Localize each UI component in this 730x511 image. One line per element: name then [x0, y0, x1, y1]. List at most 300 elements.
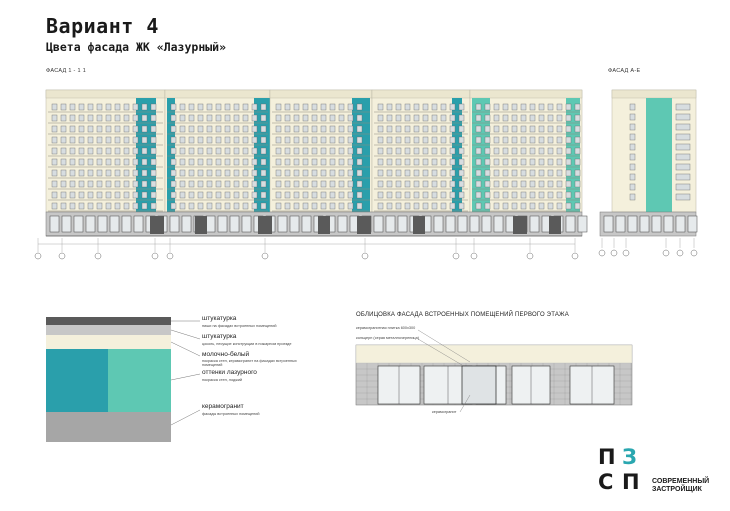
- window: [61, 126, 66, 132]
- page-title: Вариант 4: [46, 14, 159, 38]
- swatch-leader: [171, 410, 200, 425]
- window: [151, 159, 156, 165]
- axis-bubble: [527, 253, 533, 259]
- window: [521, 170, 526, 176]
- window: [61, 192, 66, 198]
- window: [106, 126, 111, 132]
- window: [151, 104, 156, 110]
- window: [52, 104, 57, 110]
- window: [321, 126, 326, 132]
- window: [207, 181, 212, 187]
- window: [396, 148, 401, 154]
- window: [539, 192, 544, 198]
- window: [405, 203, 410, 209]
- window: [378, 181, 383, 187]
- swatch-leader: [171, 374, 200, 380]
- side-window: [630, 184, 635, 190]
- entrance-portal: [195, 216, 207, 234]
- swatch-label-1: штукатурка: [202, 315, 237, 322]
- window: [539, 104, 544, 110]
- window: [189, 137, 194, 143]
- swatch-dark-grey: [46, 317, 171, 325]
- shop-window: [242, 216, 251, 232]
- window: [378, 192, 383, 198]
- window: [423, 203, 428, 209]
- window: [378, 148, 383, 154]
- swatch-leader: [171, 330, 200, 339]
- facade-side-label: ФАСАД А-Е: [608, 68, 641, 74]
- window: [330, 126, 335, 132]
- window: [171, 192, 176, 198]
- window: [459, 192, 464, 198]
- window: [312, 104, 317, 110]
- window: [396, 181, 401, 187]
- window: [476, 115, 481, 121]
- window: [450, 115, 455, 121]
- side-axis-bubble: [623, 250, 629, 256]
- window: [261, 159, 266, 165]
- window: [450, 137, 455, 143]
- window: [151, 115, 156, 121]
- window: [189, 170, 194, 176]
- window: [79, 203, 84, 209]
- window: [61, 115, 66, 121]
- window: [494, 181, 499, 187]
- window: [512, 181, 517, 187]
- window: [133, 148, 138, 154]
- window: [503, 126, 508, 132]
- window: [414, 148, 419, 154]
- swatch-azure-deep: [46, 349, 108, 412]
- window: [225, 170, 230, 176]
- side-balcony: [676, 164, 690, 170]
- entrance-portal: [318, 216, 330, 234]
- window: [512, 126, 517, 132]
- window: [312, 159, 317, 165]
- window: [285, 115, 290, 121]
- window: [348, 192, 353, 198]
- window: [575, 192, 580, 198]
- side-axis-bubble: [611, 250, 617, 256]
- side-balcony: [676, 194, 690, 200]
- window: [450, 192, 455, 198]
- window: [459, 203, 464, 209]
- window: [276, 137, 281, 143]
- window: [405, 159, 410, 165]
- window: [216, 203, 221, 209]
- window: [151, 192, 156, 198]
- window: [234, 203, 239, 209]
- window: [171, 203, 176, 209]
- window: [423, 159, 428, 165]
- window: [261, 126, 266, 132]
- window: [294, 203, 299, 209]
- side-window: [630, 194, 635, 200]
- window: [566, 159, 571, 165]
- window: [539, 170, 544, 176]
- window: [97, 126, 102, 132]
- shop-window: [374, 216, 383, 232]
- shop-window: [98, 216, 107, 232]
- window: [575, 104, 580, 110]
- window: [575, 126, 580, 132]
- window: [243, 115, 248, 121]
- window: [171, 148, 176, 154]
- window: [405, 192, 410, 198]
- window: [234, 126, 239, 132]
- window: [276, 126, 281, 132]
- window: [97, 203, 102, 209]
- window: [243, 126, 248, 132]
- side-axis-bubble: [677, 250, 683, 256]
- window: [321, 115, 326, 121]
- window: [124, 192, 129, 198]
- window: [539, 126, 544, 132]
- window: [189, 115, 194, 121]
- parapet-5: [470, 90, 582, 98]
- window: [357, 137, 362, 143]
- window: [180, 126, 185, 132]
- window: [321, 104, 326, 110]
- window: [557, 192, 562, 198]
- window: [88, 104, 93, 110]
- window: [180, 181, 185, 187]
- window: [387, 104, 392, 110]
- window: [539, 115, 544, 121]
- axis-bubble: [572, 253, 578, 259]
- parapet-3: [270, 90, 372, 98]
- shop-window: [338, 216, 347, 232]
- window: [106, 104, 111, 110]
- window: [450, 126, 455, 132]
- window: [459, 115, 464, 121]
- shop-window: [182, 216, 191, 232]
- window: [133, 137, 138, 143]
- window: [432, 181, 437, 187]
- window: [339, 137, 344, 143]
- logo-letter-2: З: [622, 445, 637, 469]
- window: [503, 170, 508, 176]
- window: [396, 159, 401, 165]
- window: [52, 192, 57, 198]
- window: [330, 203, 335, 209]
- window: [396, 137, 401, 143]
- window: [378, 104, 383, 110]
- window: [234, 181, 239, 187]
- window: [261, 181, 266, 187]
- window: [171, 115, 176, 121]
- window: [414, 192, 419, 198]
- window: [261, 137, 266, 143]
- window: [142, 137, 147, 143]
- entrance-portal: [258, 216, 272, 234]
- window: [252, 159, 257, 165]
- window: [432, 137, 437, 143]
- shop-window: [482, 216, 491, 232]
- shop-window: [62, 216, 71, 232]
- window: [512, 170, 517, 176]
- window: [321, 159, 326, 165]
- window: [566, 181, 571, 187]
- shop-window: [458, 216, 467, 232]
- window: [115, 115, 120, 121]
- window: [285, 159, 290, 165]
- entrance-portal: [413, 216, 425, 234]
- window: [348, 203, 353, 209]
- window: [348, 137, 353, 143]
- side-balcony: [676, 134, 690, 140]
- window: [357, 192, 362, 198]
- window: [575, 137, 580, 143]
- window: [225, 148, 230, 154]
- window: [512, 192, 517, 198]
- window: [378, 126, 383, 132]
- window: [378, 170, 383, 176]
- window: [97, 137, 102, 143]
- window: [396, 104, 401, 110]
- window: [548, 104, 553, 110]
- window: [106, 192, 111, 198]
- window: [557, 137, 562, 143]
- window: [234, 148, 239, 154]
- window: [485, 170, 490, 176]
- window: [348, 170, 353, 176]
- window: [198, 137, 203, 143]
- window: [575, 181, 580, 187]
- window: [339, 126, 344, 132]
- window: [88, 126, 93, 132]
- window: [303, 192, 308, 198]
- window: [70, 137, 75, 143]
- window: [216, 104, 221, 110]
- window: [423, 137, 428, 143]
- shop-window: [122, 216, 131, 232]
- window: [61, 148, 66, 154]
- shop-window: [86, 216, 95, 232]
- window: [61, 159, 66, 165]
- window: [52, 203, 57, 209]
- window: [243, 159, 248, 165]
- window: [575, 203, 580, 209]
- window: [450, 159, 455, 165]
- side-parapet: [612, 90, 696, 98]
- window: [79, 159, 84, 165]
- window: [357, 126, 362, 132]
- window: [252, 192, 257, 198]
- window: [106, 203, 111, 209]
- window: [539, 181, 544, 187]
- window: [180, 104, 185, 110]
- shop-window: [446, 216, 455, 232]
- window: [521, 203, 526, 209]
- window: [441, 181, 446, 187]
- window: [459, 137, 464, 143]
- window: [70, 159, 75, 165]
- window: [330, 192, 335, 198]
- window: [423, 104, 428, 110]
- shop-window: [230, 216, 239, 232]
- window: [357, 159, 362, 165]
- window: [485, 115, 490, 121]
- side-window: [630, 154, 635, 160]
- window: [52, 126, 57, 132]
- window: [378, 115, 383, 121]
- window: [261, 192, 266, 198]
- window: [198, 159, 203, 165]
- window: [142, 126, 147, 132]
- window: [252, 148, 257, 154]
- window: [198, 148, 203, 154]
- window: [124, 148, 129, 154]
- window: [548, 203, 553, 209]
- window: [503, 159, 508, 165]
- cladding-drawing: [356, 330, 632, 412]
- window: [539, 148, 544, 154]
- window: [357, 148, 362, 154]
- window: [548, 126, 553, 132]
- window: [97, 148, 102, 154]
- window: [414, 126, 419, 132]
- shop-window: [566, 216, 575, 232]
- window: [151, 181, 156, 187]
- window: [503, 148, 508, 154]
- window: [234, 104, 239, 110]
- side-shop-window: [640, 216, 649, 232]
- window: [261, 148, 266, 154]
- shop-window: [578, 216, 587, 232]
- window: [548, 159, 553, 165]
- window: [124, 104, 129, 110]
- page-subtitle: Цвета фасада ЖК «Лазурный»: [46, 40, 227, 54]
- window: [124, 137, 129, 143]
- window: [575, 159, 580, 165]
- window: [321, 137, 326, 143]
- window: [432, 148, 437, 154]
- window: [423, 126, 428, 132]
- window: [115, 203, 120, 209]
- window: [97, 170, 102, 176]
- shop-window: [302, 216, 311, 232]
- window: [494, 115, 499, 121]
- window: [106, 148, 111, 154]
- window: [285, 137, 290, 143]
- window: [423, 148, 428, 154]
- window: [261, 104, 266, 110]
- axis-bubble: [362, 253, 368, 259]
- swatch-light-grey: [46, 325, 171, 335]
- window: [207, 104, 212, 110]
- side-shop-window: [676, 216, 685, 232]
- logo-letter-3: С: [598, 470, 614, 494]
- window: [566, 104, 571, 110]
- window: [494, 126, 499, 132]
- window: [539, 137, 544, 143]
- window: [521, 137, 526, 143]
- window: [339, 159, 344, 165]
- window: [115, 148, 120, 154]
- window: [494, 148, 499, 154]
- side-shop-window: [652, 216, 661, 232]
- window: [171, 170, 176, 176]
- window: [285, 148, 290, 154]
- window: [198, 170, 203, 176]
- window: [405, 115, 410, 121]
- window: [414, 115, 419, 121]
- window: [521, 104, 526, 110]
- window: [441, 115, 446, 121]
- shop-window: [278, 216, 287, 232]
- window: [106, 137, 111, 143]
- side-balcony: [676, 124, 690, 130]
- window: [252, 126, 257, 132]
- window: [321, 203, 326, 209]
- window: [79, 192, 84, 198]
- window: [557, 159, 562, 165]
- window: [294, 137, 299, 143]
- window: [115, 181, 120, 187]
- window: [234, 137, 239, 143]
- swatch-label-5: керамогранит: [202, 403, 244, 410]
- window: [414, 104, 419, 110]
- window: [330, 115, 335, 121]
- main-facade-elevation: [46, 90, 587, 236]
- window: [133, 181, 138, 187]
- axis-markers: [35, 238, 697, 259]
- window: [339, 170, 344, 176]
- window: [476, 203, 481, 209]
- window: [261, 203, 266, 209]
- window: [88, 170, 93, 176]
- window: [88, 192, 93, 198]
- shop-window: [470, 216, 479, 232]
- window: [243, 148, 248, 154]
- window: [252, 137, 257, 143]
- window: [106, 170, 111, 176]
- window: [450, 181, 455, 187]
- window: [330, 148, 335, 154]
- cladding-note-2: кольцерн (серая металлочерепица): [356, 336, 419, 340]
- window: [348, 148, 353, 154]
- window: [357, 170, 362, 176]
- window: [321, 170, 326, 176]
- window: [423, 115, 428, 121]
- window: [52, 148, 57, 154]
- side-window: [630, 174, 635, 180]
- window: [207, 192, 212, 198]
- swatch-label-2: штукатурка: [202, 333, 237, 340]
- window: [432, 203, 437, 209]
- shop-window: [290, 216, 299, 232]
- shop-window: [434, 216, 443, 232]
- window: [61, 137, 66, 143]
- window: [180, 148, 185, 154]
- side-window: [630, 124, 635, 130]
- window: [243, 137, 248, 143]
- clad-entrance: [462, 366, 496, 404]
- side-shop-window: [688, 216, 697, 232]
- window: [142, 192, 147, 198]
- window: [124, 181, 129, 187]
- swatch-leader: [171, 342, 200, 356]
- window: [512, 203, 517, 209]
- window: [432, 115, 437, 121]
- window: [441, 126, 446, 132]
- window: [225, 137, 230, 143]
- logo-letter-1: П: [598, 445, 616, 469]
- window: [180, 170, 185, 176]
- window: [321, 148, 326, 154]
- window: [294, 192, 299, 198]
